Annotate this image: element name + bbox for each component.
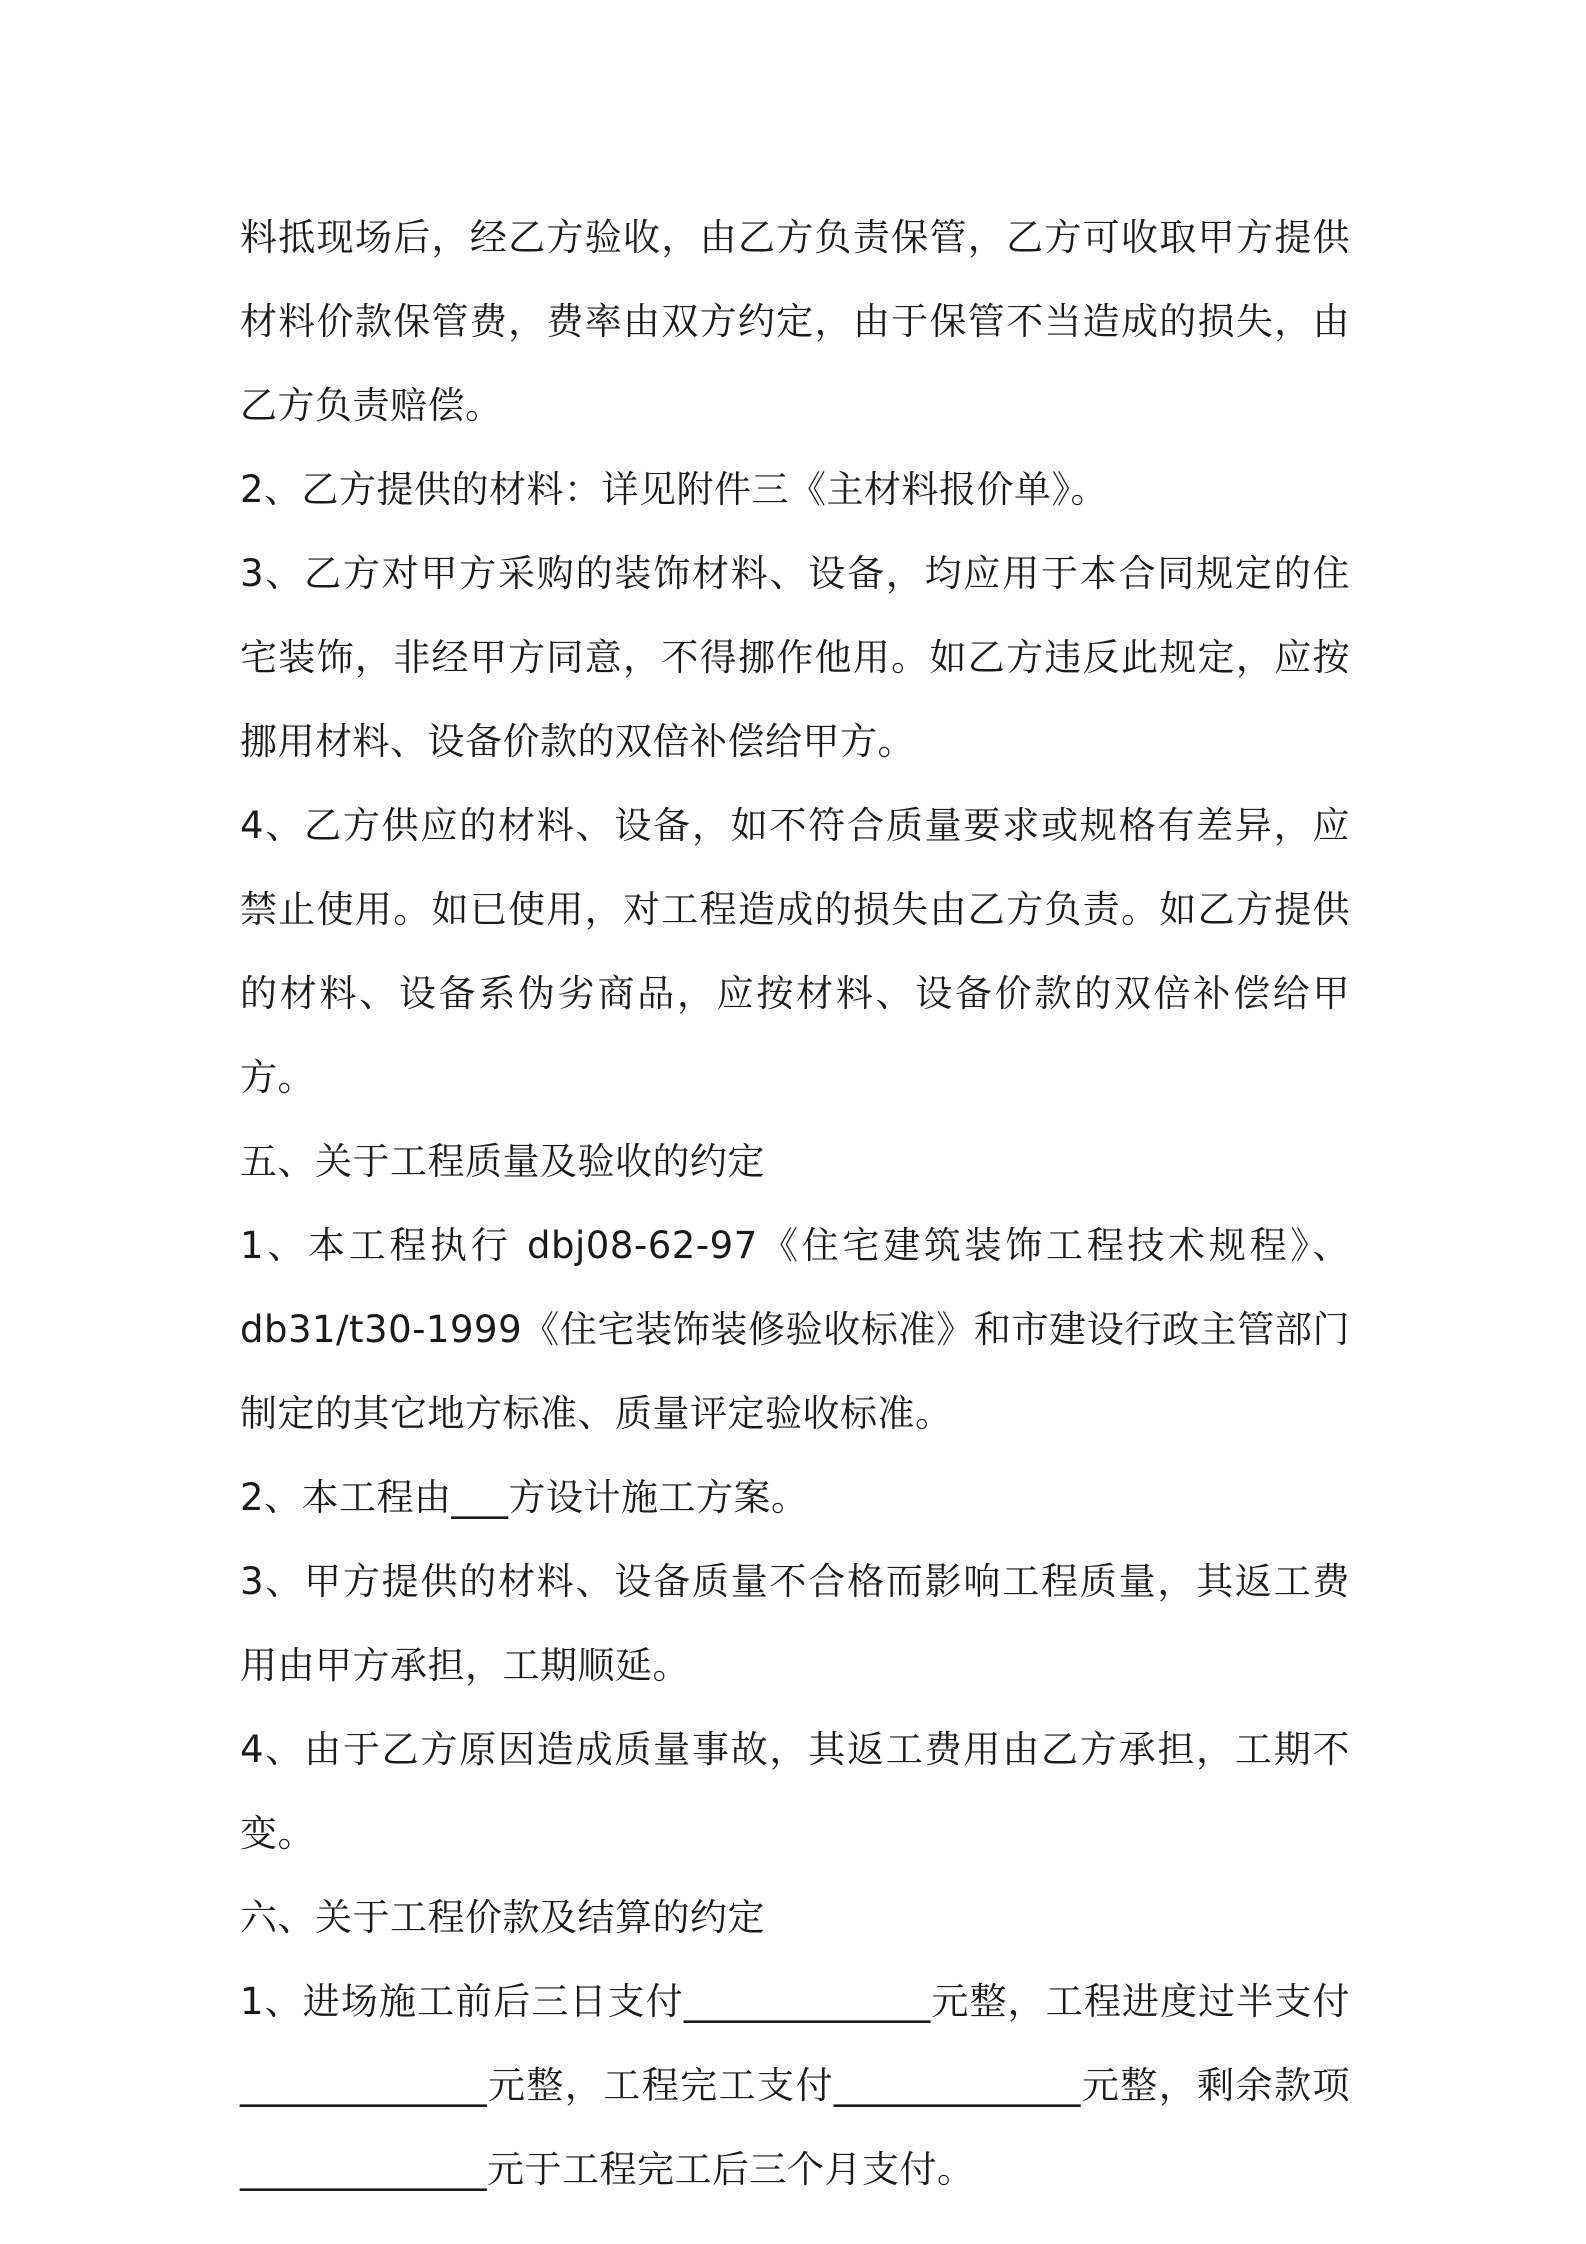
section-heading-price-settlement: 六、关于工程价款及结算的约定 [240,1896,765,1939]
paragraph-material-storage: 料抵现场后，经乙方验收，由乙方负责保管，乙方可收取甲方提供材料价款保管费，费率由双方约定，由于保管不当造成的损失，由乙方负责赔偿。 [240,216,1350,427]
paragraph-clause-3-usage: 3、乙方对甲方采购的装饰材料、设备，均应用于本合同规定的住宅装饰，非经甲方同意，不得挪作他用。如乙方违反此规定，应按挪用材料、设备价款的双倍补偿给甲方。 [240,552,1350,763]
paragraph-clause-4-quality: 4、乙方供应的材料、设备，如不符合质量要求或规格有差异，应禁止使用。如已使用，对工程造成的损失由乙方负责。如乙方提供的材料、设备系伪劣商品，应按材料、设备价款的双倍补偿给甲方。 [240,804,1350,1099]
document-body [240,196,1350,2212]
paragraph-design-party: 2、本工程由___方设计施工方案。 [240,1476,809,1519]
paragraph-party-b-rework: 4、由于乙方原因造成质量事故，其返工费用由乙方承担，工期不变。 [240,1728,1350,1855]
paragraph-standards: 1、本工程执行 dbj08-62-97《住宅建筑装饰工程技术规程》、db31/t30-1999《住宅装饰装修验收标准》和市建设行政主管部门制定的其它地方标准、质量评定验收标准。 [240,1224,1350,1435]
paragraph-payment-schedule: 1、进场施工前后三日支付_____________元整，工程进度过半支付_____________元整，工程完工支付_____________元整，剩余款项_____________元于工程完工后三个月支付。 [240,1980,1350,2191]
section-heading-quality-acceptance: 五、关于工程质量及验收的约定 [240,1140,765,1183]
paragraph-clause-2-materials: 2、乙方提供的材料：详见附件三《主材料报价单》。 [240,468,1109,511]
paragraph-party-a-rework: 3、甲方提供的材料、设备质量不合格而影响工程质量，其返工费用由甲方承担，工期顺延。 [240,1560,1350,1687]
